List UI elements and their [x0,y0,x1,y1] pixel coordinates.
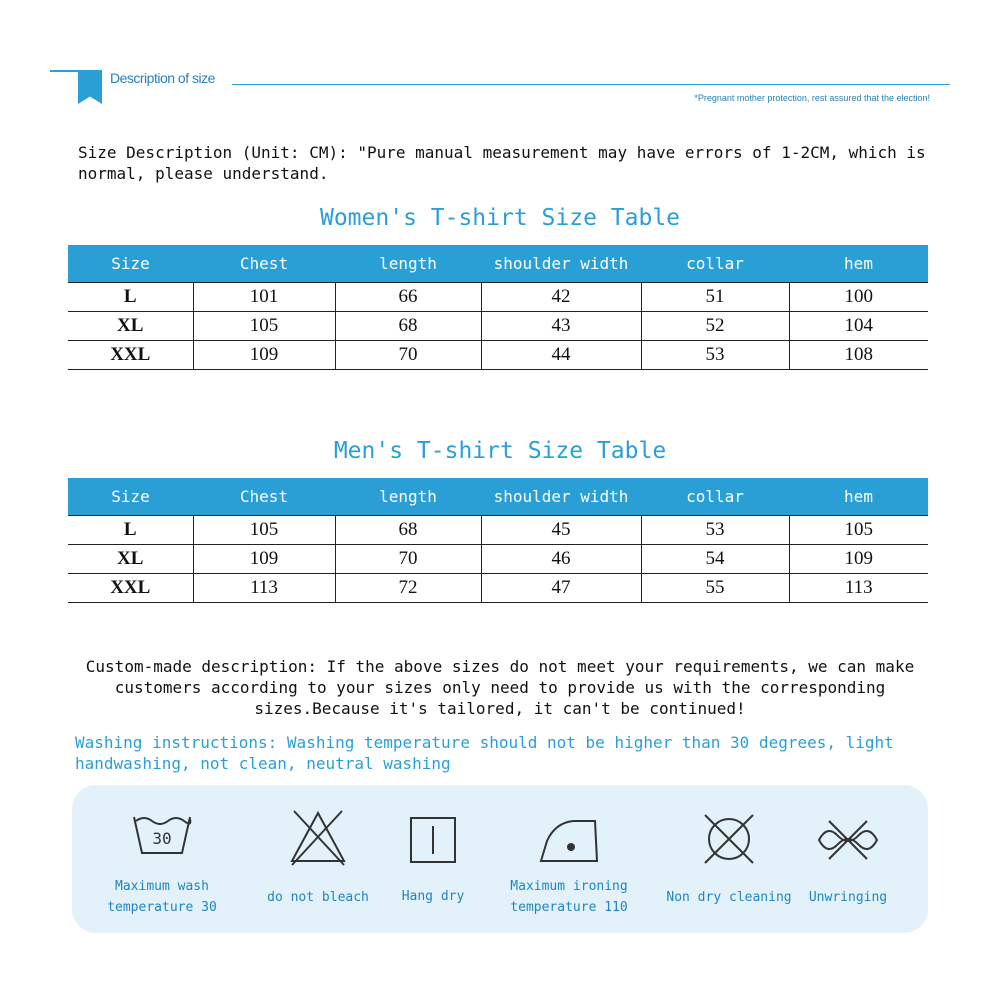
size-cell: L [68,515,193,544]
length-cell: 68 [335,311,481,340]
care-item-dry-clean [664,785,794,933]
collar-cell: 51 [641,282,789,311]
table-header-row [68,478,928,515]
table-row [68,311,928,340]
table-row [68,573,928,602]
care-item-iron [504,785,634,933]
table-row [68,282,928,311]
care-label: Unwringing [808,890,888,905]
iron-icon [537,813,601,865]
care-label: Hang dry [401,889,465,904]
header-size: Size [68,245,193,282]
hem-cell: 113 [789,573,928,602]
custom-made-description: Custom-made description: If the above sizes do not meet your requirements, we can make customers according to your sizes only need to provide us with the corresponding sizes.Because it's tailored, it can't be continued! [85,657,915,718]
size-cell: L [68,282,193,311]
collar-cell: 53 [641,340,789,369]
chest-cell: 105 [193,515,335,544]
collar-cell: 52 [641,311,789,340]
chest-cell: 109 [193,544,335,573]
header-hem: hem [789,478,928,515]
header-collar: collar [641,245,789,282]
care-label: Non dry cleaning [666,890,792,905]
table-row [68,515,928,544]
care-item-wash [97,785,227,933]
collar-cell: 55 [641,573,789,602]
length-cell: 70 [335,544,481,573]
hang-dry-icon [408,815,458,865]
care-label: do not bleach [267,890,369,905]
collar-cell: 53 [641,515,789,544]
header-chest: Chest [193,478,335,515]
wash-30-icon [130,811,194,857]
care-item-bleach [253,785,383,933]
hem-cell: 105 [789,515,928,544]
header-hem: hem [789,245,928,282]
care-item-wring [783,785,913,933]
wash-temperature-text: 30 [152,829,172,848]
chest-cell: 109 [193,340,335,369]
header-shoulder-width: shoulder width [481,478,641,515]
shoulder-cell: 46 [481,544,641,573]
care-label: temperature 110 [510,900,628,915]
table-header-row [68,245,928,282]
length-cell: 68 [335,515,481,544]
header-divider [232,84,950,85]
header-shoulder-width: shoulder width [481,245,641,282]
women-size-table [68,245,928,370]
header-note: *Pregnant mother protection, rest assured that the election! [694,93,930,103]
care-item-hang-dry [368,785,498,933]
care-instructions-panel [72,785,928,933]
header-size: Size [68,478,193,515]
care-label: Maximum ironing [510,879,628,894]
men-table-title: Men's T-shirt Size Table [333,438,667,464]
chest-cell: 101 [193,282,335,311]
length-cell: 66 [335,282,481,311]
hem-cell: 109 [789,544,928,573]
header-length: length [335,245,481,282]
size-cell: XL [68,311,193,340]
length-cell: 70 [335,340,481,369]
hem-cell: 104 [789,311,928,340]
no-wring-icon [815,817,881,863]
women-table-title: Women's T-shirt Size Table [319,205,681,231]
table-row [68,340,928,369]
size-cell: XL [68,544,193,573]
men-size-table [68,478,928,603]
table-row [68,544,928,573]
hem-cell: 100 [789,282,928,311]
chest-cell: 105 [193,311,335,340]
length-cell: 72 [335,573,481,602]
size-cell: XXL [68,573,193,602]
hem-cell: 108 [789,340,928,369]
no-bleach-icon [286,807,350,867]
collar-cell: 54 [641,544,789,573]
shoulder-cell: 45 [481,515,641,544]
bookmark-icon [78,70,102,104]
shoulder-cell: 44 [481,340,641,369]
header-collar: collar [641,478,789,515]
header-chest: Chest [193,245,335,282]
header-length: length [335,478,481,515]
care-label: Maximum wash [115,879,209,894]
washing-instructions: Washing instructions: Washing temperature should not be higher than 30 degrees, light handwashing, not clean, neutral washing [75,733,894,773]
care-label: temperature 30 [107,900,217,915]
size-description: Size Description (Unit: CM): "Pure manual measurement may have errors of 1-2CM, which is normal, please understand. [78,143,926,183]
no-dry-clean-icon [699,809,759,869]
shoulder-cell: 42 [481,282,641,311]
shoulder-cell: 47 [481,573,641,602]
header-title: Description of size [110,70,215,86]
shoulder-cell: 43 [481,311,641,340]
chest-cell: 113 [193,573,335,602]
size-cell: XXL [68,340,193,369]
